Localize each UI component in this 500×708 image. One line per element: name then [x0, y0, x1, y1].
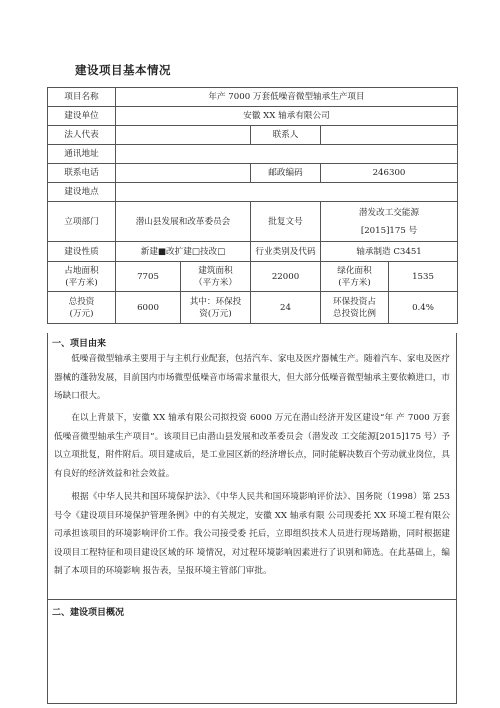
address-value [116, 145, 458, 164]
legal-rep-label: 法人代表 [48, 126, 116, 145]
building-area-label-line2: （平方米） [194, 277, 237, 288]
approval-dept-label: 立项部门 [48, 202, 116, 242]
env-invest-value: 24 [251, 292, 321, 324]
table-row [48, 107, 458, 126]
project-info-table [47, 87, 458, 324]
builder-label: 建设单位 [48, 107, 116, 126]
env-ratio-value: 0.4% [389, 292, 458, 324]
approval-dept-value: 潜山县发展和改革委员会 [116, 202, 251, 242]
table-row [48, 126, 458, 145]
section1-title: 一、项目由来 [52, 339, 107, 349]
site-value [116, 183, 458, 202]
env-ratio-label-line2: 总投资比例 [333, 308, 376, 319]
contact-label: 联系人 [251, 126, 321, 145]
building-area-label [181, 262, 251, 292]
legal-rep-value [116, 126, 251, 145]
nature-label: 建设性质 [48, 242, 116, 262]
land-area-value: 7705 [116, 262, 181, 292]
table-row [48, 292, 458, 324]
approval-no-line1: 潜发改工交能源 [358, 207, 420, 218]
builder-value: 安徽 XX 轴承有限公司 [116, 107, 458, 126]
postcode-value: 246300 [321, 164, 458, 183]
industry-value: 轴承制造 C3451 [321, 242, 458, 262]
table-row [48, 183, 458, 202]
investment-label-line2: (万元) [69, 308, 94, 319]
page-title: 建设项目基本情况 [75, 63, 171, 77]
building-area-value: 22000 [251, 262, 321, 292]
project-name-label: 项目名称 [48, 88, 116, 107]
land-area-label [48, 262, 116, 292]
env-invest-label [181, 292, 251, 324]
phone-value [116, 164, 251, 183]
approval-no-label: 批复文号 [251, 202, 321, 242]
project-name-value: 年产 7000 万套低噪音微型轴承生产项目 [116, 88, 458, 107]
address-label: 通讯地址 [48, 145, 116, 164]
section1-paragraph-3: 根据《中华人民共和国环境保护法》、《中华人民共和国环境影响评价法》、国务院（1998）第 253 号令《建设项目环境保护管理条例》中的有关规定，安徽 XX 轴承有限 公司现委托 XX 环境工程有限公司承担该项目的环境影响评价工作。我公司接受委 托后，立即组织技术人员进行现场踏勘，同时根据建设项目工程特征和项目建设区域的环 境情况，对过程环境影响因素进行了识别和筛选。在此基础上，编制了本项目的环境影响 报告表，呈报环境主管部门审批。 [54, 492, 450, 576]
env-invest-label-line1: 其中：环保投 [189, 296, 242, 307]
section1-paragraph-2: 在以上背景下，安徽 XX 轴承有限公司拟投资 6000 万元在潜山经济开发区建设“年 产 7000 万套低噪音微型轴承生产项目”。该项目已由潜山县发展和改革委员会（潜发改 工交能源[2015]175 号）予以立项批复，附件附后。项目建成后，是工业园区新的经济增长点，同时能解决数百个劳动就业岗位，具有良好的经济效益和社会效益。 [54, 413, 450, 479]
table-row [48, 164, 458, 183]
land-area-label-line1: 占地面积 [64, 265, 99, 276]
table-row [48, 262, 458, 292]
description-box [47, 333, 457, 704]
section-divider [48, 599, 456, 600]
green-area-label [321, 262, 389, 292]
nature-value: 新建■改扩建□技改□ [116, 242, 251, 262]
land-area-label-line2: (平方米) [65, 277, 98, 288]
env-ratio-label [321, 292, 389, 324]
investment-label [48, 292, 116, 324]
industry-label: 行业类别及代码 [251, 242, 321, 262]
env-ratio-label-line1: 环保投资占 [333, 296, 376, 307]
green-area-value: 1535 [389, 262, 458, 292]
section2-title: 二、建设项目概况 [52, 608, 125, 618]
table-row [48, 145, 458, 164]
postcode-label: 邮政编码 [251, 164, 321, 183]
investment-value: 6000 [116, 292, 181, 324]
table-row [48, 88, 458, 107]
env-invest-label-line2: 资(万元) [199, 308, 232, 319]
investment-label-line1: 总投资 [68, 296, 95, 307]
building-area-label-line1: 建筑面积 [198, 265, 233, 276]
phone-label: 联系电话 [48, 164, 116, 183]
table-row [48, 242, 458, 262]
site-label: 建设地点 [48, 183, 116, 202]
contact-value [321, 126, 458, 145]
approval-no-line2: [2015]175 号 [360, 225, 418, 236]
green-area-label-line2: (平方米) [338, 277, 371, 288]
approval-no-value [321, 202, 458, 242]
green-area-label-line1: 绿化面积 [337, 265, 372, 276]
section1-paragraph-1: 低噪音微型轴承主要用于与主机行业配套，包括汽车、家电及医疗器械生产。随着汽车、家电及医疗器械的蓬勃发展，目前国内市场微型低噪音市场需求量很大，但大部分低噪音微型轴承主要依赖进口，市场缺口很大。 [54, 354, 450, 401]
table-row [48, 202, 458, 242]
